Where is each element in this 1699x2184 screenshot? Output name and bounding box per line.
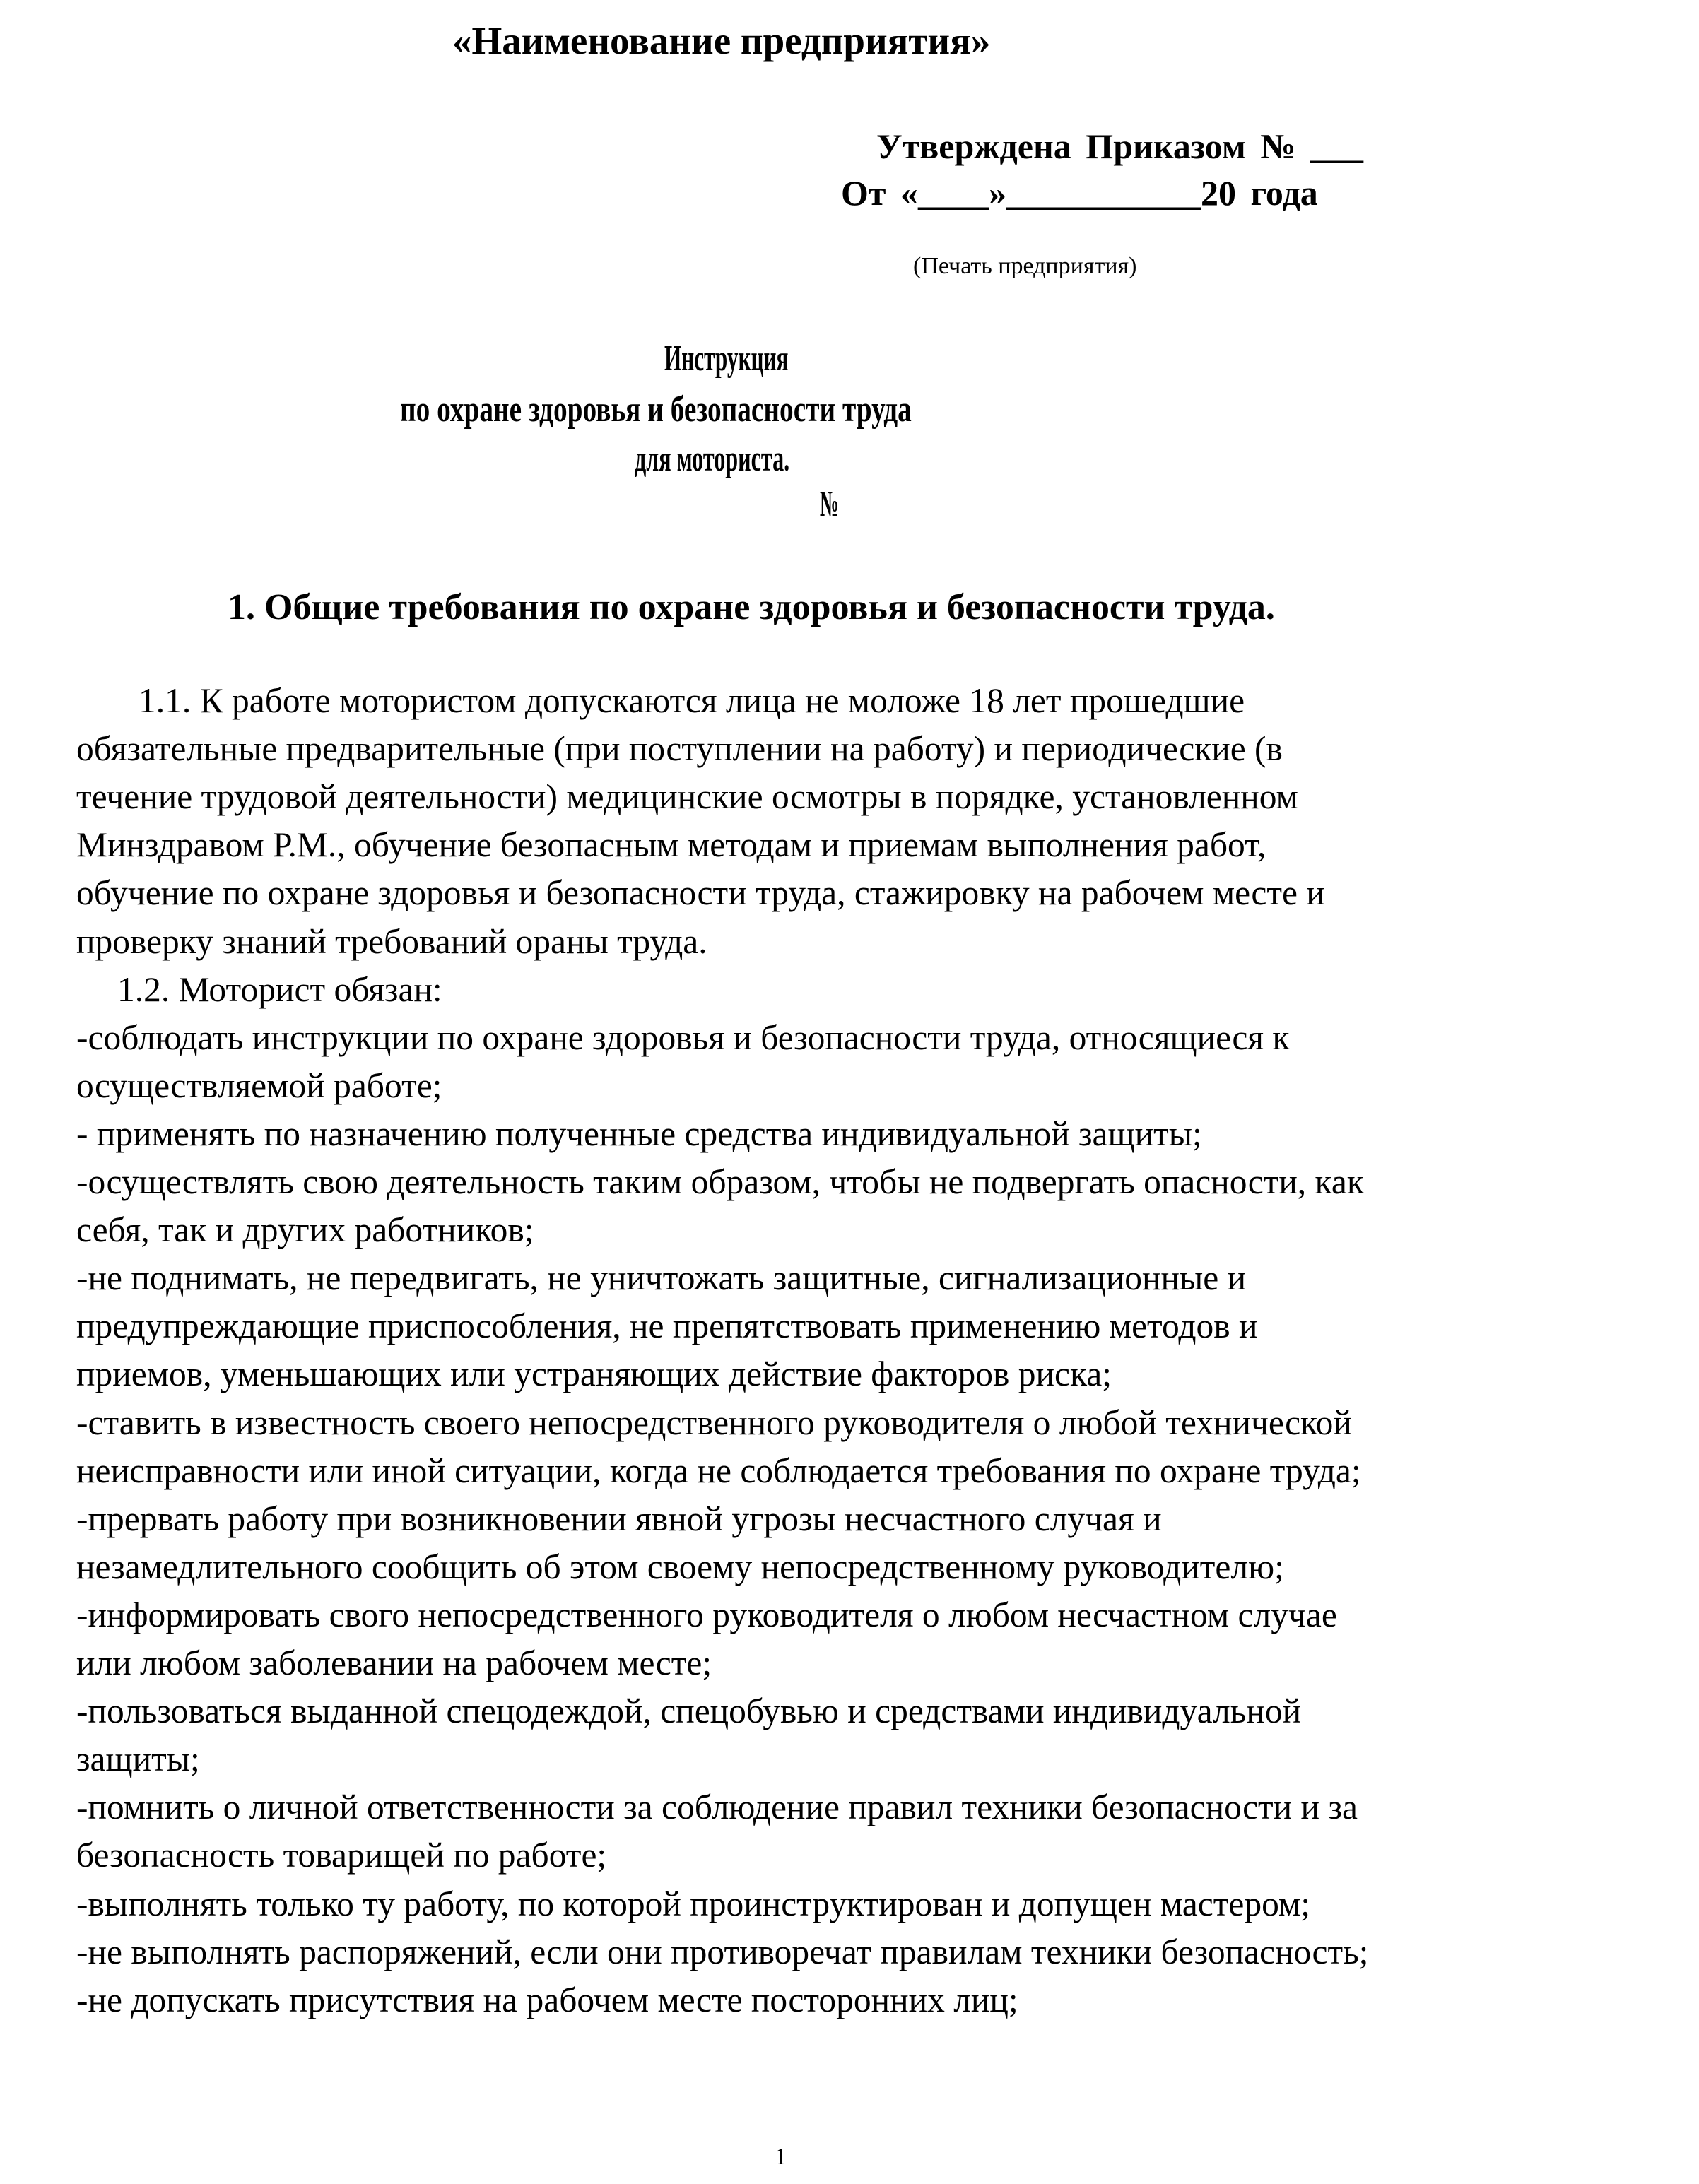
body-text-line: или любом заболевании на рабочем месте;	[76, 1643, 712, 1682]
company-name: «Наименование предприятия»	[452, 19, 991, 62]
body-text-line: проверку знаний требований ораны труда.	[76, 922, 707, 961]
document-number-sign: №	[820, 484, 839, 524]
body-text-line: 1.2. Моторист обязан:	[117, 970, 442, 1009]
body-text-line: -не выполнять распоряжений, если они противоречат правилам техники безопасность;	[76, 1932, 1369, 1971]
approval-order-line: Утверждена Приказом № ___	[876, 126, 1364, 166]
document-title-line-2: по охране здоровья и безопасности труда	[400, 389, 912, 430]
body-text-line: обучение по охране здоровья и безопасности труда, стажировку на рабочем месте и	[76, 873, 1325, 912]
document-title-line-1: Инструкция	[664, 338, 789, 379]
body-text-line: -пользоваться выданной спецодеждой, спецобувью и средствами индивидуальной	[76, 1692, 1302, 1730]
body-text-line: течение трудовой деятельности) медицинские осмотры в порядке, установленном	[76, 777, 1298, 816]
body-text-line: -прервать работу при возникновении явной угрозы несчастного случая и	[76, 1499, 1162, 1538]
body-text-line: -не допускать присутствия на рабочем месте посторонних лиц;	[76, 1981, 1018, 2019]
body-text-line: -выполнять только ту работу, по которой проинструктирован и допущен мастером;	[76, 1884, 1310, 1923]
document-title-line-3: для моториста.	[635, 439, 790, 479]
body-text-line: неисправности или иной ситуации, когда не соблюдается требования по охране труда;	[76, 1451, 1361, 1490]
body-text-line: защиты;	[76, 1740, 200, 1778]
stamp-note: (Печать предприятия)	[913, 253, 1137, 279]
body-text-line: приемов, уменьшающих или устраняющих действие факторов риска;	[76, 1354, 1112, 1393]
body-text-line: -информировать свого непосредственного руководителя о любом несчастном случае	[76, 1595, 1337, 1634]
page-number: 1	[775, 2144, 787, 2170]
body-text-line: предупреждающие приспособления, не препятствовать применению методов и	[76, 1306, 1258, 1345]
body-text-line: -ставить в известность своего непосредственного руководителя о любой технической	[76, 1403, 1352, 1442]
body-text-line: -соблюдать инструкции по охране здоровья и безопасности труда, относящиеся к	[76, 1018, 1290, 1057]
body-text-line: незамедлительного сообщить об этом своему непосредственному руководителю;	[76, 1547, 1284, 1586]
body-text-line: -осуществлять свою деятельность таким образом, чтобы не подвергать опасности, как	[76, 1162, 1364, 1201]
body-text-line: 1.1. К работе мотористом допускаются лица не моложе 18 лет прошедшие	[139, 681, 1245, 720]
body-text-line: обязательные предварительные (при поступлении на работу) и периодические (в	[76, 729, 1283, 768]
approval-date-line: От «____»___________20 года	[841, 173, 1318, 213]
body-text-line: безопасность товарищей по работе;	[76, 1836, 607, 1875]
body-text-line: - применять по назначению полученные средства индивидуальной защиты;	[76, 1114, 1202, 1153]
body-text-line: себя, так и других работников;	[76, 1210, 534, 1249]
body-text-line: Минздравом Р.М., обучение безопасным методам и приемам выполнения работ,	[76, 825, 1266, 864]
body-text-line: -не поднимать, не передвигать, не уничтожать защитные, сигнализационные и	[76, 1258, 1247, 1297]
body-text-line: -помнить о личной ответственности за соблюдение правил техники безопасности и за	[76, 1788, 1358, 1826]
body-text-line: осуществляемой работе;	[76, 1066, 442, 1105]
section-1-heading: 1. Общие требования по охране здоровья и безопасности труда.	[228, 587, 1275, 627]
